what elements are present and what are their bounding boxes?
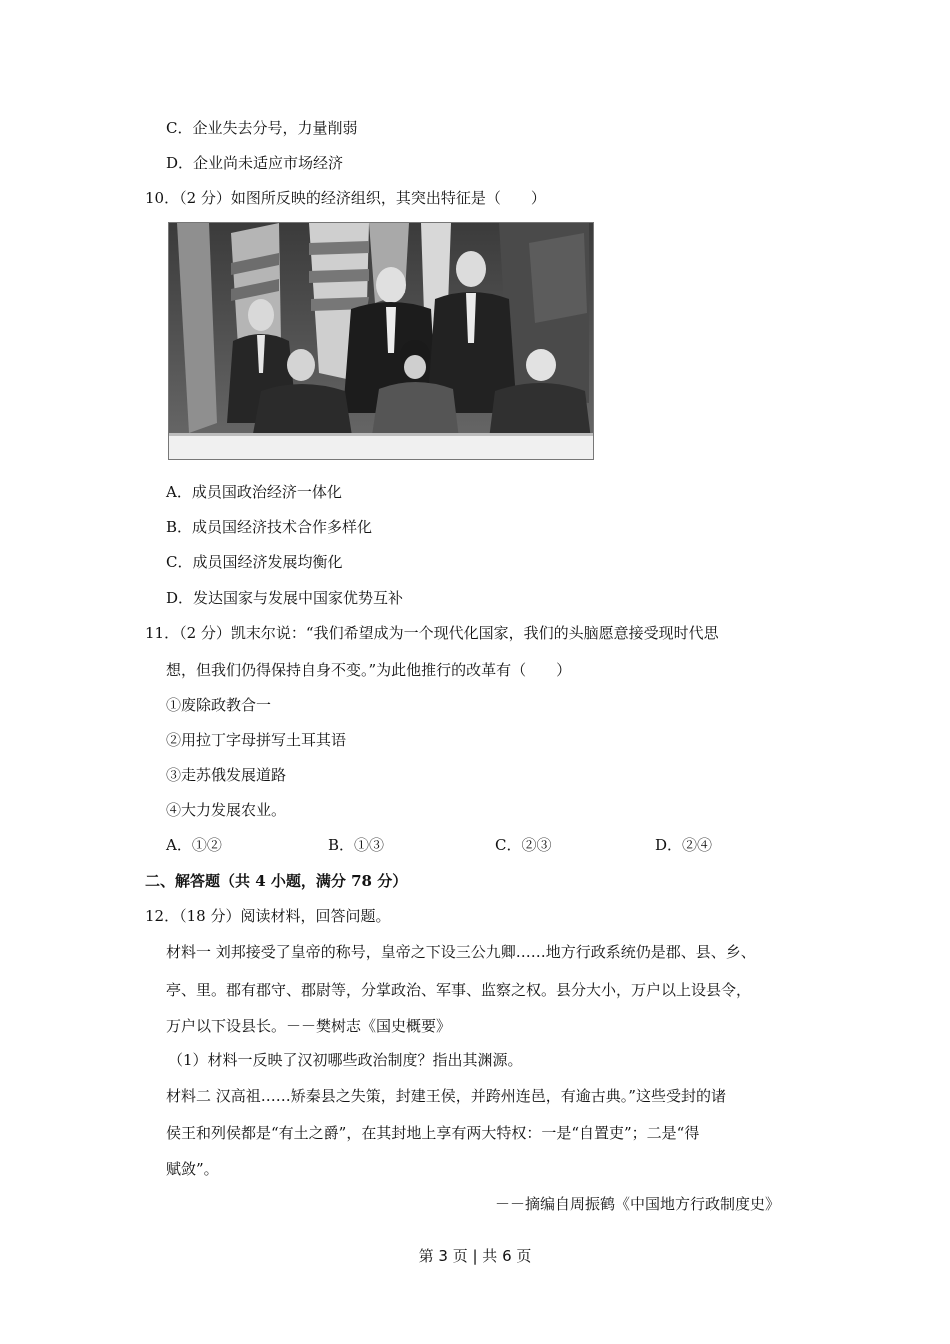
q11-item-2: ②用拉丁字母拼写土耳其语: [166, 731, 347, 749]
q12-material2-source: －－摘编自周振鹤《中国地方行政制度史》: [495, 1195, 781, 1213]
q11-item-1: ①废除政教合一: [166, 696, 272, 714]
q12-stem: 12．（18 分）阅读材料，回答问题。: [145, 907, 391, 925]
page-footer: 第 3 页 | 共 6 页: [418, 1247, 532, 1265]
q12-material2-line1: 材料二 汉高祖……矫秦县之失策，封建王侯，并跨州连邑，有逾古典。”这些受封的诸: [166, 1087, 726, 1105]
q12-material1-line3: 万户以下设县长。－－樊树志《国史概要》: [166, 1017, 452, 1035]
q12-material2-line2: 侯王和列侯都是“有土之爵”，在其封地上享有两大特权：一是“自置吏”；二是“得: [166, 1124, 700, 1142]
q11-option-a: A．①②: [166, 836, 222, 854]
q11-item-3: ③走苏俄发展道路: [166, 766, 287, 784]
q11-option-c: C．②③: [495, 836, 552, 854]
q9-option-d: D．企业尚未适应市场经济: [166, 154, 344, 172]
q10-option-b: B．成员国经济技术合作多样化: [166, 518, 373, 536]
q10-option-c: C．成员国经济发展均衡化: [166, 553, 343, 571]
q9-option-c: C．企业失去分号，力量削弱: [166, 119, 358, 137]
q10-stem: 10．（2 分）如图所反映的经济组织，其突出特征是（ ）: [145, 189, 546, 207]
q12-subquestion-1: （1）材料一反映了汉初哪些政治制度？指出其渊源。: [168, 1051, 523, 1069]
q11-item-4: ④大力发展农业。: [166, 801, 287, 819]
q10-option-a: A．成员国政治经济一体化: [166, 483, 342, 501]
q12-material2-line3: 赋敛”。: [166, 1160, 219, 1178]
signing-ceremony-photo: [168, 222, 594, 460]
q10-option-d: D．发达国家与发展中国家优势互补: [166, 589, 404, 607]
q12-material1-line1: 材料一 刘邦接受了皇帝的称号，皇帝之下设三公九卿……地方行政系统仍是郡、县、乡、: [166, 943, 756, 961]
q11-stem-line1: 11．（2 分）凯末尔说：“我们希望成为一个现代化国家，我们的头脑愿意接受现时代思: [145, 624, 719, 642]
q12-material1-line2: 亭、里。郡有郡守、郡尉等，分掌政治、军事、监察之权。县分大小，万户以上设县令，: [166, 981, 752, 999]
section-heading: 二、解答题（共 4 小题，满分 78 分）: [145, 872, 408, 890]
q11-stem-line2: 想，但我们仍得保持自身不变。”为此他推行的改革有（ ）: [166, 661, 572, 679]
q11-option-d: D．②④: [655, 836, 713, 854]
q11-option-b: B．①③: [328, 836, 385, 854]
